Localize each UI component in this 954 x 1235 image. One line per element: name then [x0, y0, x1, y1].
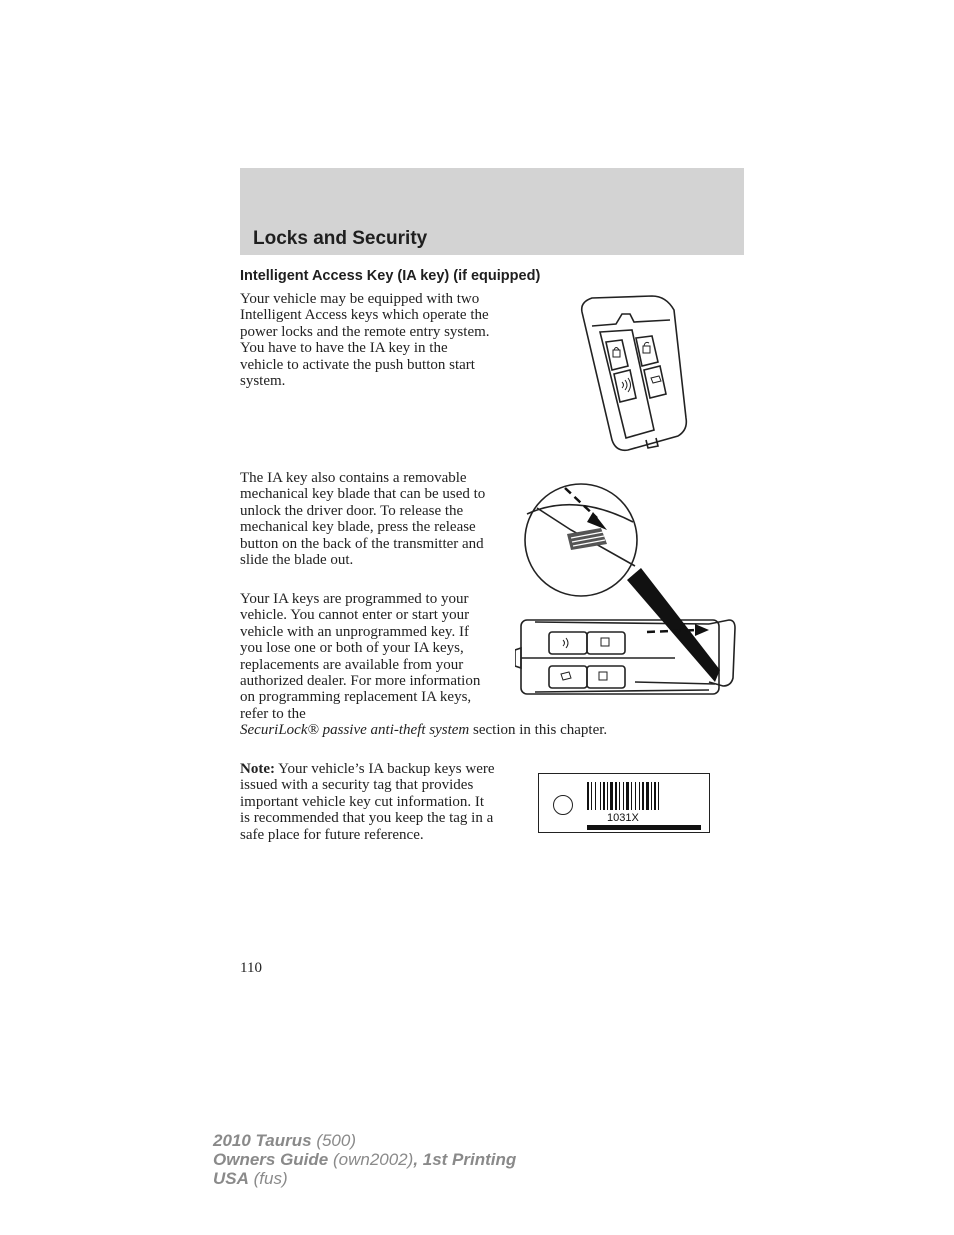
footer-region: USA	[213, 1169, 249, 1188]
note-paragraph	[240, 761, 495, 843]
subheading: Intelligent Access Key (IA key) (if equipped)	[240, 268, 541, 284]
tag-code: 1031X	[607, 812, 639, 824]
footer-model: 2010 Taurus	[213, 1131, 312, 1150]
footer-printing: , 1st Printing	[413, 1150, 517, 1169]
note-text: Your vehicle’s IA backup keys were issued with a security tag that provides important vehicle key cut information. It is recommended that you keep the tag in a safe place for future reference.	[240, 761, 495, 843]
tag-hole-icon	[553, 795, 573, 815]
programming-text: Your IA keys are programmed to your vehicle. You cannot enter or start your vehicle with an unprogrammed key. If you lose one or both of your IA keys, replacements are available from your authorized dealer. For more information on programming replacement IA keys, refer to the	[240, 591, 481, 722]
key-blade-release-illustration	[515, 472, 745, 697]
page-number: 110	[240, 960, 262, 976]
tag-underline	[587, 825, 701, 830]
security-tag-figure	[538, 773, 710, 833]
paragraph-key-blade: The IA key also contains a removable mechanical key blade that can be used to unlock the driver door. To release the mechanical key blade, press the release button on the back of the transmitter and slide the blade out.	[240, 470, 486, 569]
securilock-reference: SecuriLock® passive anti-theft system	[240, 722, 470, 739]
footer-region-code: (fus)	[248, 1169, 288, 1188]
footer-guide-code: (own2002)	[328, 1150, 414, 1169]
section-title: Locks and Security	[253, 228, 428, 249]
barcode-icon	[587, 782, 675, 812]
footer-guide: Owners Guide	[213, 1150, 329, 1169]
paragraph-ia-key-intro: Your vehicle may be equipped with two Intelligent Access keys which operate the power locks and the remote entry system. You have to have the IA key in the vehicle to activate the push button start system.	[240, 291, 490, 390]
ia-key-fob-illustration	[570, 290, 690, 455]
programming-text-end: section in this chapter.	[469, 722, 608, 739]
slide-arrow-icon	[565, 488, 709, 636]
footer-model-code: (500)	[311, 1131, 357, 1150]
footer	[213, 1131, 516, 1188]
callout-wedge-icon	[627, 568, 720, 682]
note-label: Note:	[240, 761, 275, 777]
